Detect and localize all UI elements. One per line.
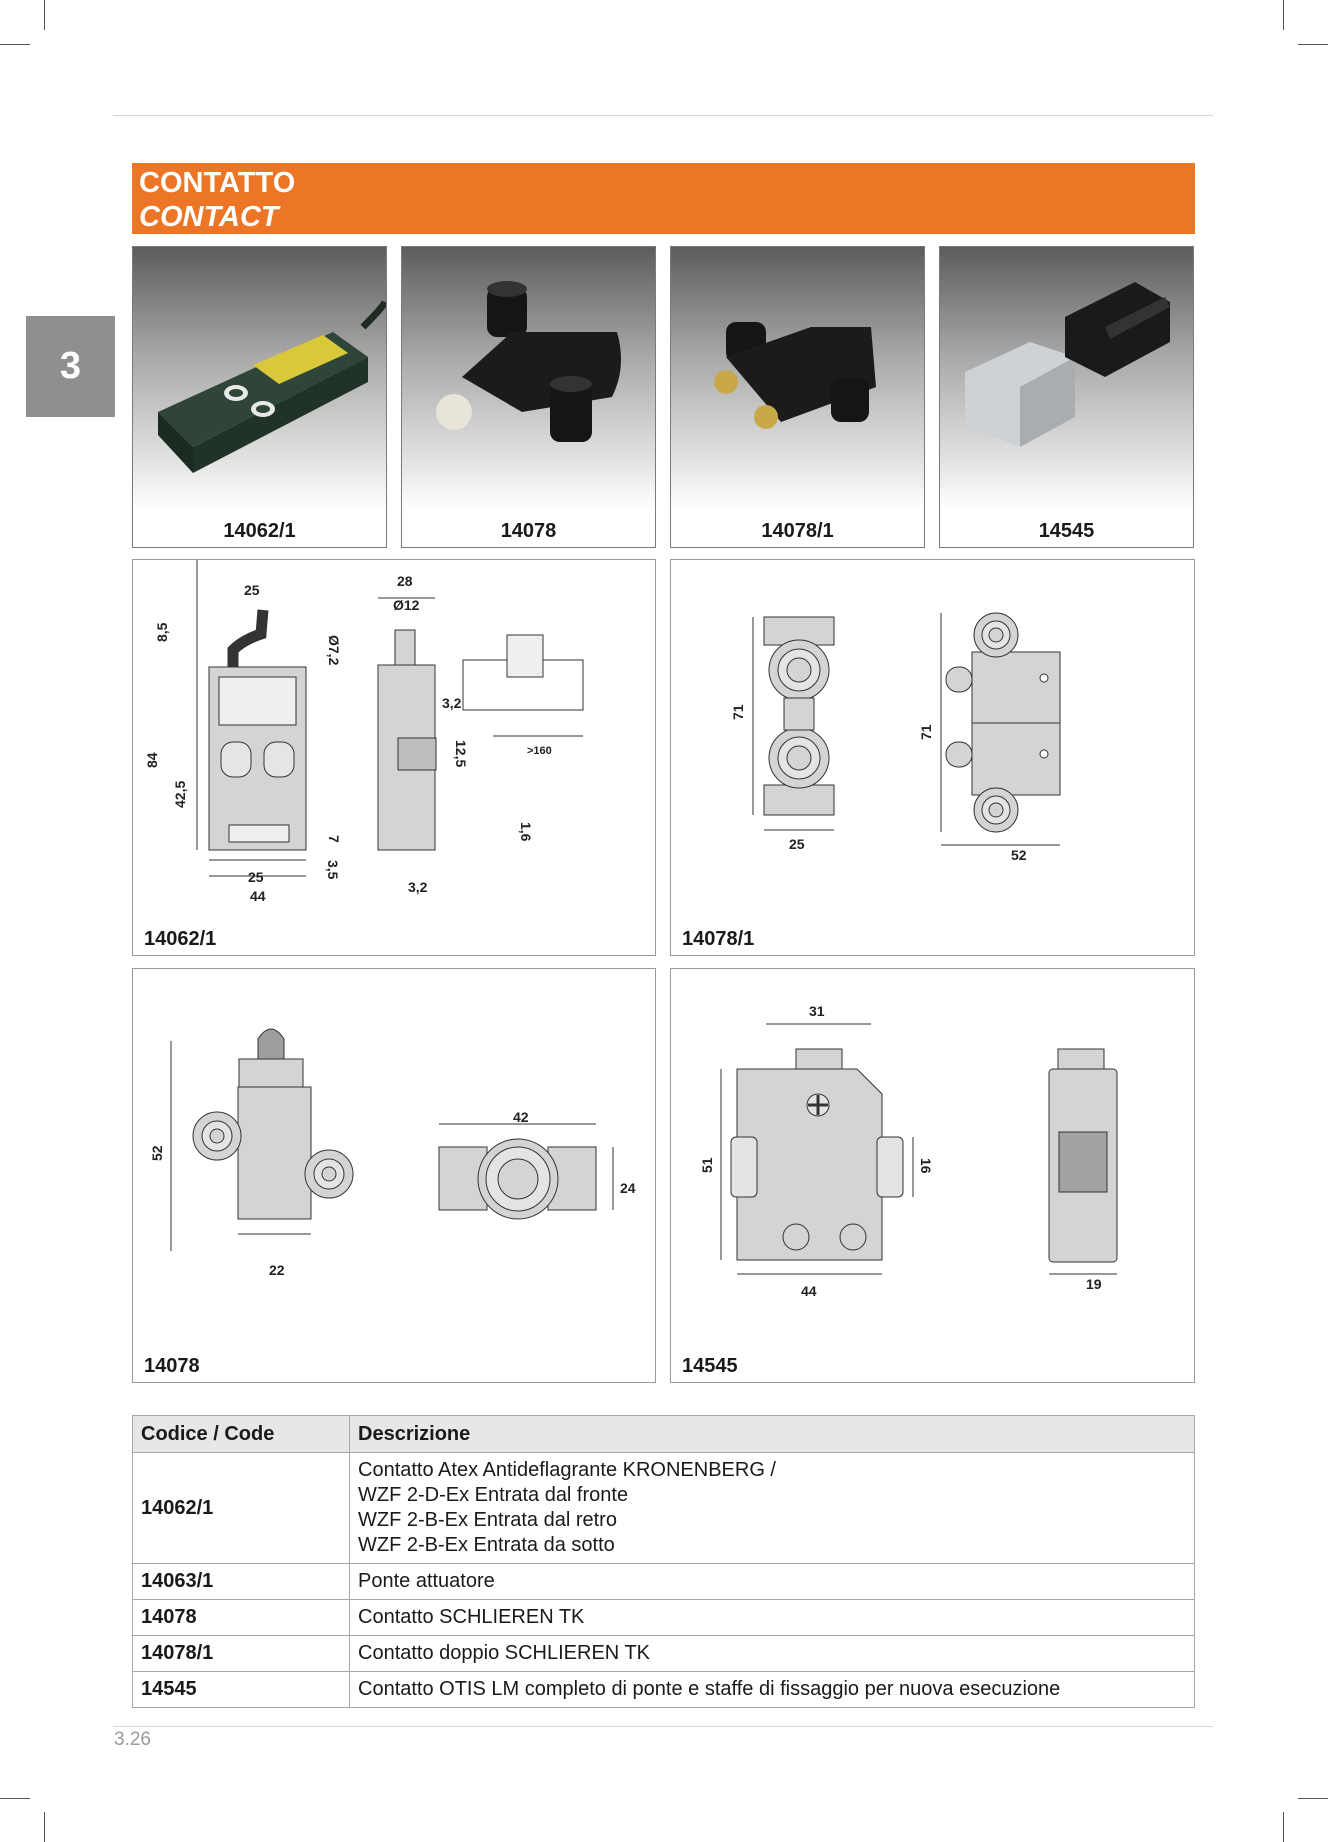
description-line: WZF 2-D-Ex Entrata dal fronte bbox=[358, 1484, 629, 1506]
table-row bbox=[133, 1453, 1195, 1564]
drawing-14062-1 bbox=[132, 559, 656, 956]
banner-title-it: CONTATTO bbox=[139, 167, 296, 199]
dim-label: >160 bbox=[527, 745, 552, 757]
row-code: 14078 bbox=[133, 1600, 350, 1636]
dim-label: 28 bbox=[397, 573, 413, 589]
table-row bbox=[133, 1636, 1195, 1672]
double-black-roller-contact-photo bbox=[671, 247, 925, 509]
row-description: Contatto doppio SCHLIEREN TK bbox=[350, 1636, 1195, 1672]
technical-drawing bbox=[671, 560, 1196, 930]
header-code: Codice / Code bbox=[133, 1416, 350, 1453]
drawing-label: 14545 bbox=[682, 1355, 738, 1377]
header-description: Descrizione bbox=[350, 1416, 1195, 1453]
header-rule bbox=[113, 115, 1213, 116]
crop-mark bbox=[0, 44, 30, 45]
green-sensor-switch-photo bbox=[133, 247, 387, 509]
dim-label: 31 bbox=[809, 1003, 825, 1019]
dim-label: 12,5 bbox=[453, 740, 469, 768]
dim-label: 52 bbox=[1011, 847, 1027, 863]
crop-mark bbox=[0, 1798, 30, 1799]
dim-label: 52 bbox=[149, 1145, 165, 1161]
description-line: WZF 2-B-Ex Entrata da sotto bbox=[358, 1534, 615, 1556]
section-number: 3 bbox=[59, 345, 82, 387]
banner-title-en: CONTACT bbox=[139, 201, 279, 233]
magnetic-contact-with-bracket-photo bbox=[940, 247, 1194, 509]
drawing-14545 bbox=[670, 968, 1195, 1383]
table-header-row bbox=[133, 1416, 1195, 1453]
crop-mark bbox=[1283, 1812, 1284, 1842]
row-code: 14062/1 bbox=[133, 1453, 350, 1564]
dim-label: 44 bbox=[801, 1283, 817, 1299]
dim-label: 8,5 bbox=[154, 622, 170, 642]
drawing-label: 14062/1 bbox=[144, 928, 217, 950]
crop-mark bbox=[44, 0, 45, 30]
crop-mark bbox=[44, 1812, 45, 1842]
dim-label: 42,5 bbox=[172, 780, 188, 808]
row-description: Contatto OTIS LM completo di ponte e staffe di fissaggio per nuova esecuzione bbox=[350, 1672, 1195, 1708]
drawing-14078 bbox=[132, 968, 656, 1383]
product-code-table bbox=[132, 1415, 1195, 1708]
row-code: 14078/1 bbox=[133, 1636, 350, 1672]
dim-label: 24 bbox=[620, 1180, 636, 1196]
row-code: 14063/1 bbox=[133, 1564, 350, 1600]
table-row bbox=[133, 1672, 1195, 1708]
row-description bbox=[350, 1453, 1195, 1564]
technical-drawing bbox=[133, 560, 657, 930]
drawing-14078-1 bbox=[670, 559, 1195, 956]
dim-label: 25 bbox=[789, 836, 805, 852]
dim-label: 19 bbox=[1086, 1276, 1102, 1292]
crop-mark bbox=[1283, 0, 1284, 30]
product-photo-14545 bbox=[939, 246, 1194, 548]
section-banner bbox=[132, 163, 1195, 234]
crop-mark bbox=[1298, 44, 1328, 45]
drawing-label: 14078/1 bbox=[682, 928, 755, 950]
table-row bbox=[133, 1564, 1195, 1600]
dim-label: 1,6 bbox=[518, 822, 534, 842]
photo-caption: 14078 bbox=[500, 520, 557, 542]
row-code: 14545 bbox=[133, 1672, 350, 1708]
dim-label: 71 bbox=[730, 704, 746, 720]
footer-rule bbox=[113, 1726, 1213, 1727]
dim-label: 44 bbox=[250, 888, 266, 904]
table-row bbox=[133, 1600, 1195, 1636]
technical-drawing bbox=[671, 969, 1196, 1354]
section-tab bbox=[26, 316, 115, 417]
photo-caption: 14545 bbox=[1038, 520, 1095, 542]
dim-label: 3,5 bbox=[325, 860, 341, 880]
description-line: WZF 2-B-Ex Entrata dal retro bbox=[358, 1509, 617, 1531]
page-number: 3.26 bbox=[114, 1729, 151, 1750]
crop-mark bbox=[1298, 1798, 1328, 1799]
photo-caption: 14062/1 bbox=[223, 520, 296, 542]
dim-label: 16 bbox=[918, 1158, 934, 1174]
product-photo-14078-1 bbox=[670, 246, 925, 548]
dim-label: 25 bbox=[248, 869, 264, 885]
dim-label: 7 bbox=[326, 835, 342, 843]
photo-caption: 14078/1 bbox=[761, 520, 834, 542]
dim-label: 25 bbox=[244, 582, 260, 598]
dim-label: 22 bbox=[269, 1262, 285, 1278]
dim-label: 3,2 bbox=[442, 695, 462, 711]
technical-drawing bbox=[133, 969, 657, 1354]
dim-label: 51 bbox=[699, 1157, 715, 1173]
dim-label: 71 bbox=[918, 724, 934, 740]
dim-label: 42 bbox=[513, 1109, 529, 1125]
dim-label: 3,2 bbox=[408, 879, 428, 895]
dim-label: Ø7,2 bbox=[326, 635, 342, 666]
drawing-label: 14078 bbox=[144, 1355, 200, 1377]
row-description: Ponte attuatore bbox=[350, 1564, 1195, 1600]
product-photo-14062-1 bbox=[132, 246, 387, 548]
dim-label: Ø12 bbox=[393, 597, 420, 613]
dim-label: 84 bbox=[144, 752, 160, 768]
description-line: Contatto Atex Antideflagrante KRONENBERG / bbox=[358, 1459, 776, 1481]
row-description: Contatto SCHLIEREN TK bbox=[350, 1600, 1195, 1636]
product-photo-14078 bbox=[401, 246, 656, 548]
black-roller-contact-photo bbox=[402, 247, 656, 509]
